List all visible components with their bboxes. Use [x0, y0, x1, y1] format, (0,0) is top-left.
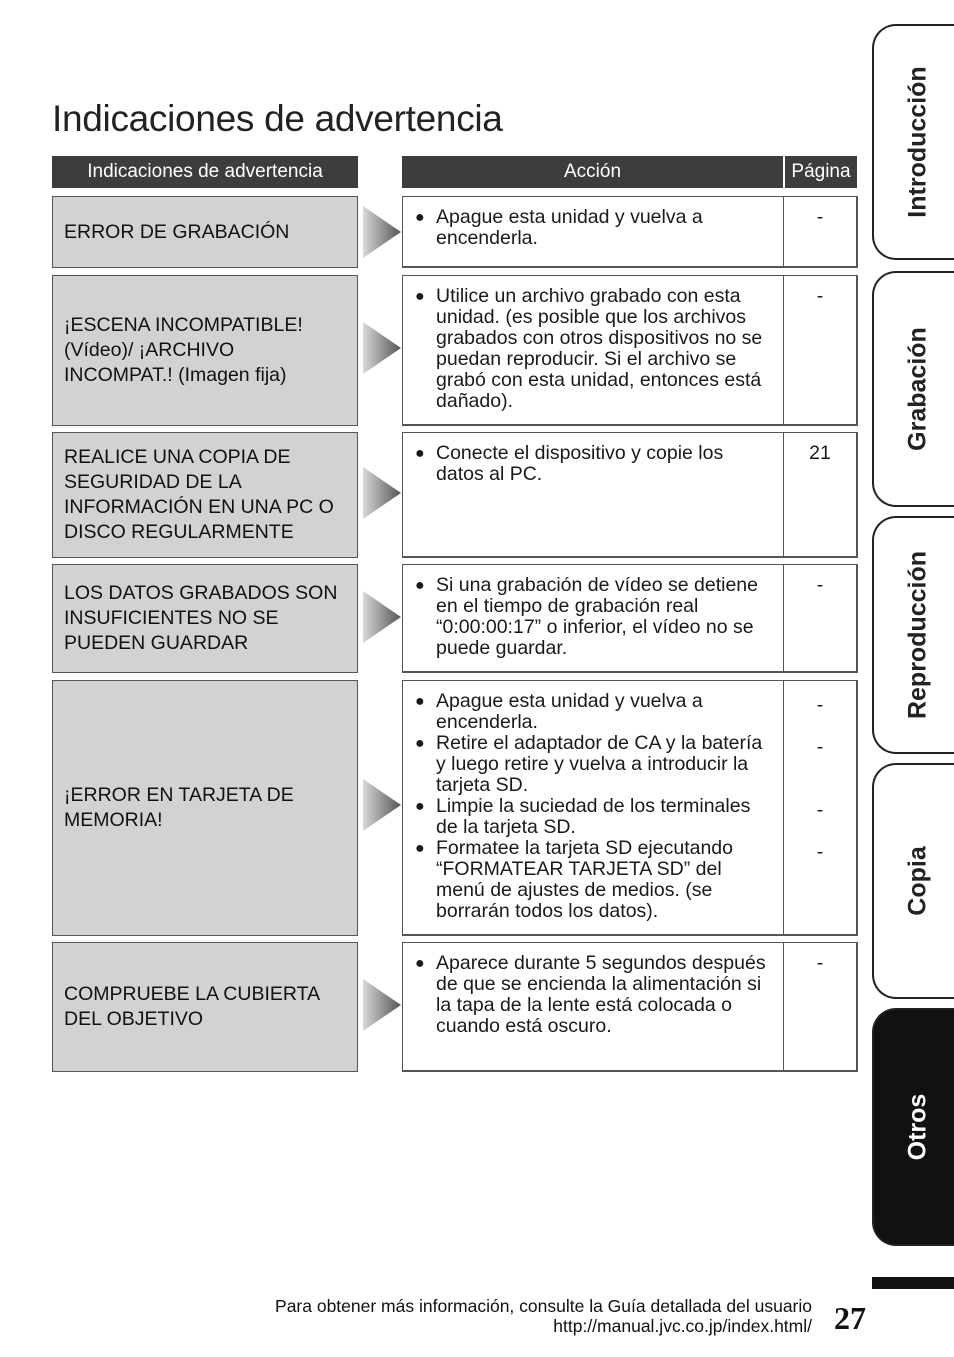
- footer-text: [275, 1296, 812, 1336]
- warning-message: ¡ESCENA INCOMPATIBLE! (Vídeo)/ ¡ARCHIVO INCOMPAT.! (Imagen fija): [52, 275, 358, 426]
- bullet-icon: ●: [415, 445, 425, 462]
- footer-url[interactable]: http://manual.jvc.co.jp/index.html/: [553, 1316, 812, 1336]
- table-row: [0, 942, 860, 1072]
- table-row: [0, 275, 860, 426]
- arrow-right-icon: [363, 322, 401, 374]
- bullet-icon: ●: [415, 288, 425, 305]
- page-number: 27: [834, 1300, 866, 1336]
- bullet-icon: ●: [415, 577, 425, 594]
- header-action: Acción: [402, 156, 783, 188]
- action-cell: [403, 433, 784, 556]
- arrow-right-icon: [363, 206, 401, 258]
- action-box: [402, 564, 858, 673]
- page-cell: [784, 197, 856, 266]
- side-bar-divider: [872, 1277, 954, 1289]
- side-tab-grabacion[interactable]: [872, 271, 954, 507]
- action-item: ● Utilice un archivo grabado con esta unidad. (es posible que los archivos grabados con otros dispositivos no se puedan reproducir. Si el archivo se grabó con esta unidad, entonces está dañado).: [415, 285, 763, 412]
- bullet-icon: ●: [415, 798, 425, 815]
- arrow-right-icon: [363, 591, 401, 643]
- page-cell: [784, 433, 856, 556]
- page-title: Indicaciones de advertencia: [52, 98, 503, 139]
- page-reference: -: [816, 285, 824, 307]
- warning-message: REALICE UNA COPIA DE SEGURIDAD DE LA INFORMACIÓN EN UNA PC O DISCO REGULARMENTE: [52, 432, 358, 558]
- side-tab-label: Otros: [903, 1093, 932, 1161]
- action-item: ● Formatee la tarjeta SD ejecutando “FORMATEAR TARJETA SD” del menú de ajustes de medios. (se borrarán todos los datos).: [415, 837, 733, 922]
- footer-line-info: Para obtener más información, consulte la Guía detallada del usuario: [275, 1296, 812, 1316]
- side-tab-reproduccion[interactable]: [872, 516, 954, 754]
- side-tab-label: Introducción: [903, 66, 932, 218]
- action-box: [402, 275, 858, 426]
- action-item: ● Aparece durante 5 segundos después de que se encienda la alimentación si la tapa de la lente está colocada o cuando está oscuro.: [415, 952, 766, 1037]
- page-reference: -: [816, 841, 824, 863]
- action-item: ● Apague esta unidad y vuelva a encenderla.: [415, 206, 703, 249]
- page-reference: -: [816, 799, 824, 821]
- page-cell: [784, 565, 856, 671]
- page-reference: -: [816, 736, 824, 758]
- action-box: [402, 196, 858, 268]
- action-cell: [403, 197, 784, 266]
- table-row: [0, 432, 860, 558]
- bullet-icon: ●: [415, 955, 425, 972]
- table-row: [0, 680, 860, 936]
- page-cell: [784, 276, 856, 424]
- warning-message: ERROR DE GRABACIÓN: [52, 196, 358, 268]
- page-cell: [784, 943, 856, 1070]
- side-tab-label: Grabación: [903, 327, 932, 451]
- side-tab-label: Reproducción: [903, 550, 932, 720]
- action-item: ● Limpie la suciedad de los terminales de la tarjeta SD.: [415, 795, 751, 838]
- warning-message: ¡ERROR EN TARJETA DE MEMORIA!: [52, 680, 358, 936]
- page-cell: [784, 681, 856, 934]
- action-box: [402, 942, 858, 1072]
- page-reference: -: [816, 206, 824, 228]
- bullet-icon: ●: [415, 209, 425, 226]
- action-cell: [403, 276, 784, 424]
- action-box: [402, 432, 858, 558]
- action-item: ● Apague esta unidad y vuelva a encenderla.: [415, 690, 703, 733]
- warning-message: LOS DATOS GRABADOS SON INSUFICIENTES NO SE PUEDEN GUARDAR: [52, 564, 358, 673]
- header-page: Página: [785, 156, 857, 188]
- action-item: ● Conecte el dispositivo y copie los datos al PC.: [415, 442, 724, 485]
- table-row: [0, 196, 860, 268]
- table-row: [0, 564, 860, 673]
- action-item: ● Si una grabación de vídeo se detiene en el tiempo de grabación real “0:00:00:17” o inferior, el vídeo no se puede guardar.: [415, 574, 758, 659]
- side-tab-introduccion[interactable]: [872, 24, 954, 260]
- arrow-right-icon: [363, 979, 401, 1031]
- arrow-right-icon: [363, 467, 401, 519]
- arrow-right-icon: [363, 779, 401, 831]
- side-tab-copia[interactable]: [872, 763, 954, 999]
- page-reference: 21: [809, 442, 831, 464]
- action-cell: [403, 943, 784, 1070]
- page-reference: -: [816, 574, 824, 596]
- side-tab-otros[interactable]: [872, 1008, 954, 1246]
- bullet-icon: ●: [415, 840, 425, 857]
- header-warning: Indicaciones de advertencia: [52, 156, 358, 188]
- page-reference: -: [816, 694, 824, 716]
- page-reference: -: [816, 952, 824, 974]
- bullet-icon: ●: [415, 735, 425, 752]
- action-cell: [403, 565, 784, 671]
- bullet-icon: ●: [415, 693, 425, 710]
- action-cell: [403, 681, 784, 934]
- action-box: [402, 680, 858, 936]
- side-tab-label: Copia: [903, 846, 932, 916]
- warning-message: COMPRUEBE LA CUBIERTA DEL OBJETIVO: [52, 942, 358, 1072]
- action-item: ● Retire el adaptador de CA y la batería y luego retire y vuelva a introducir la tarjeta SD.: [415, 732, 763, 796]
